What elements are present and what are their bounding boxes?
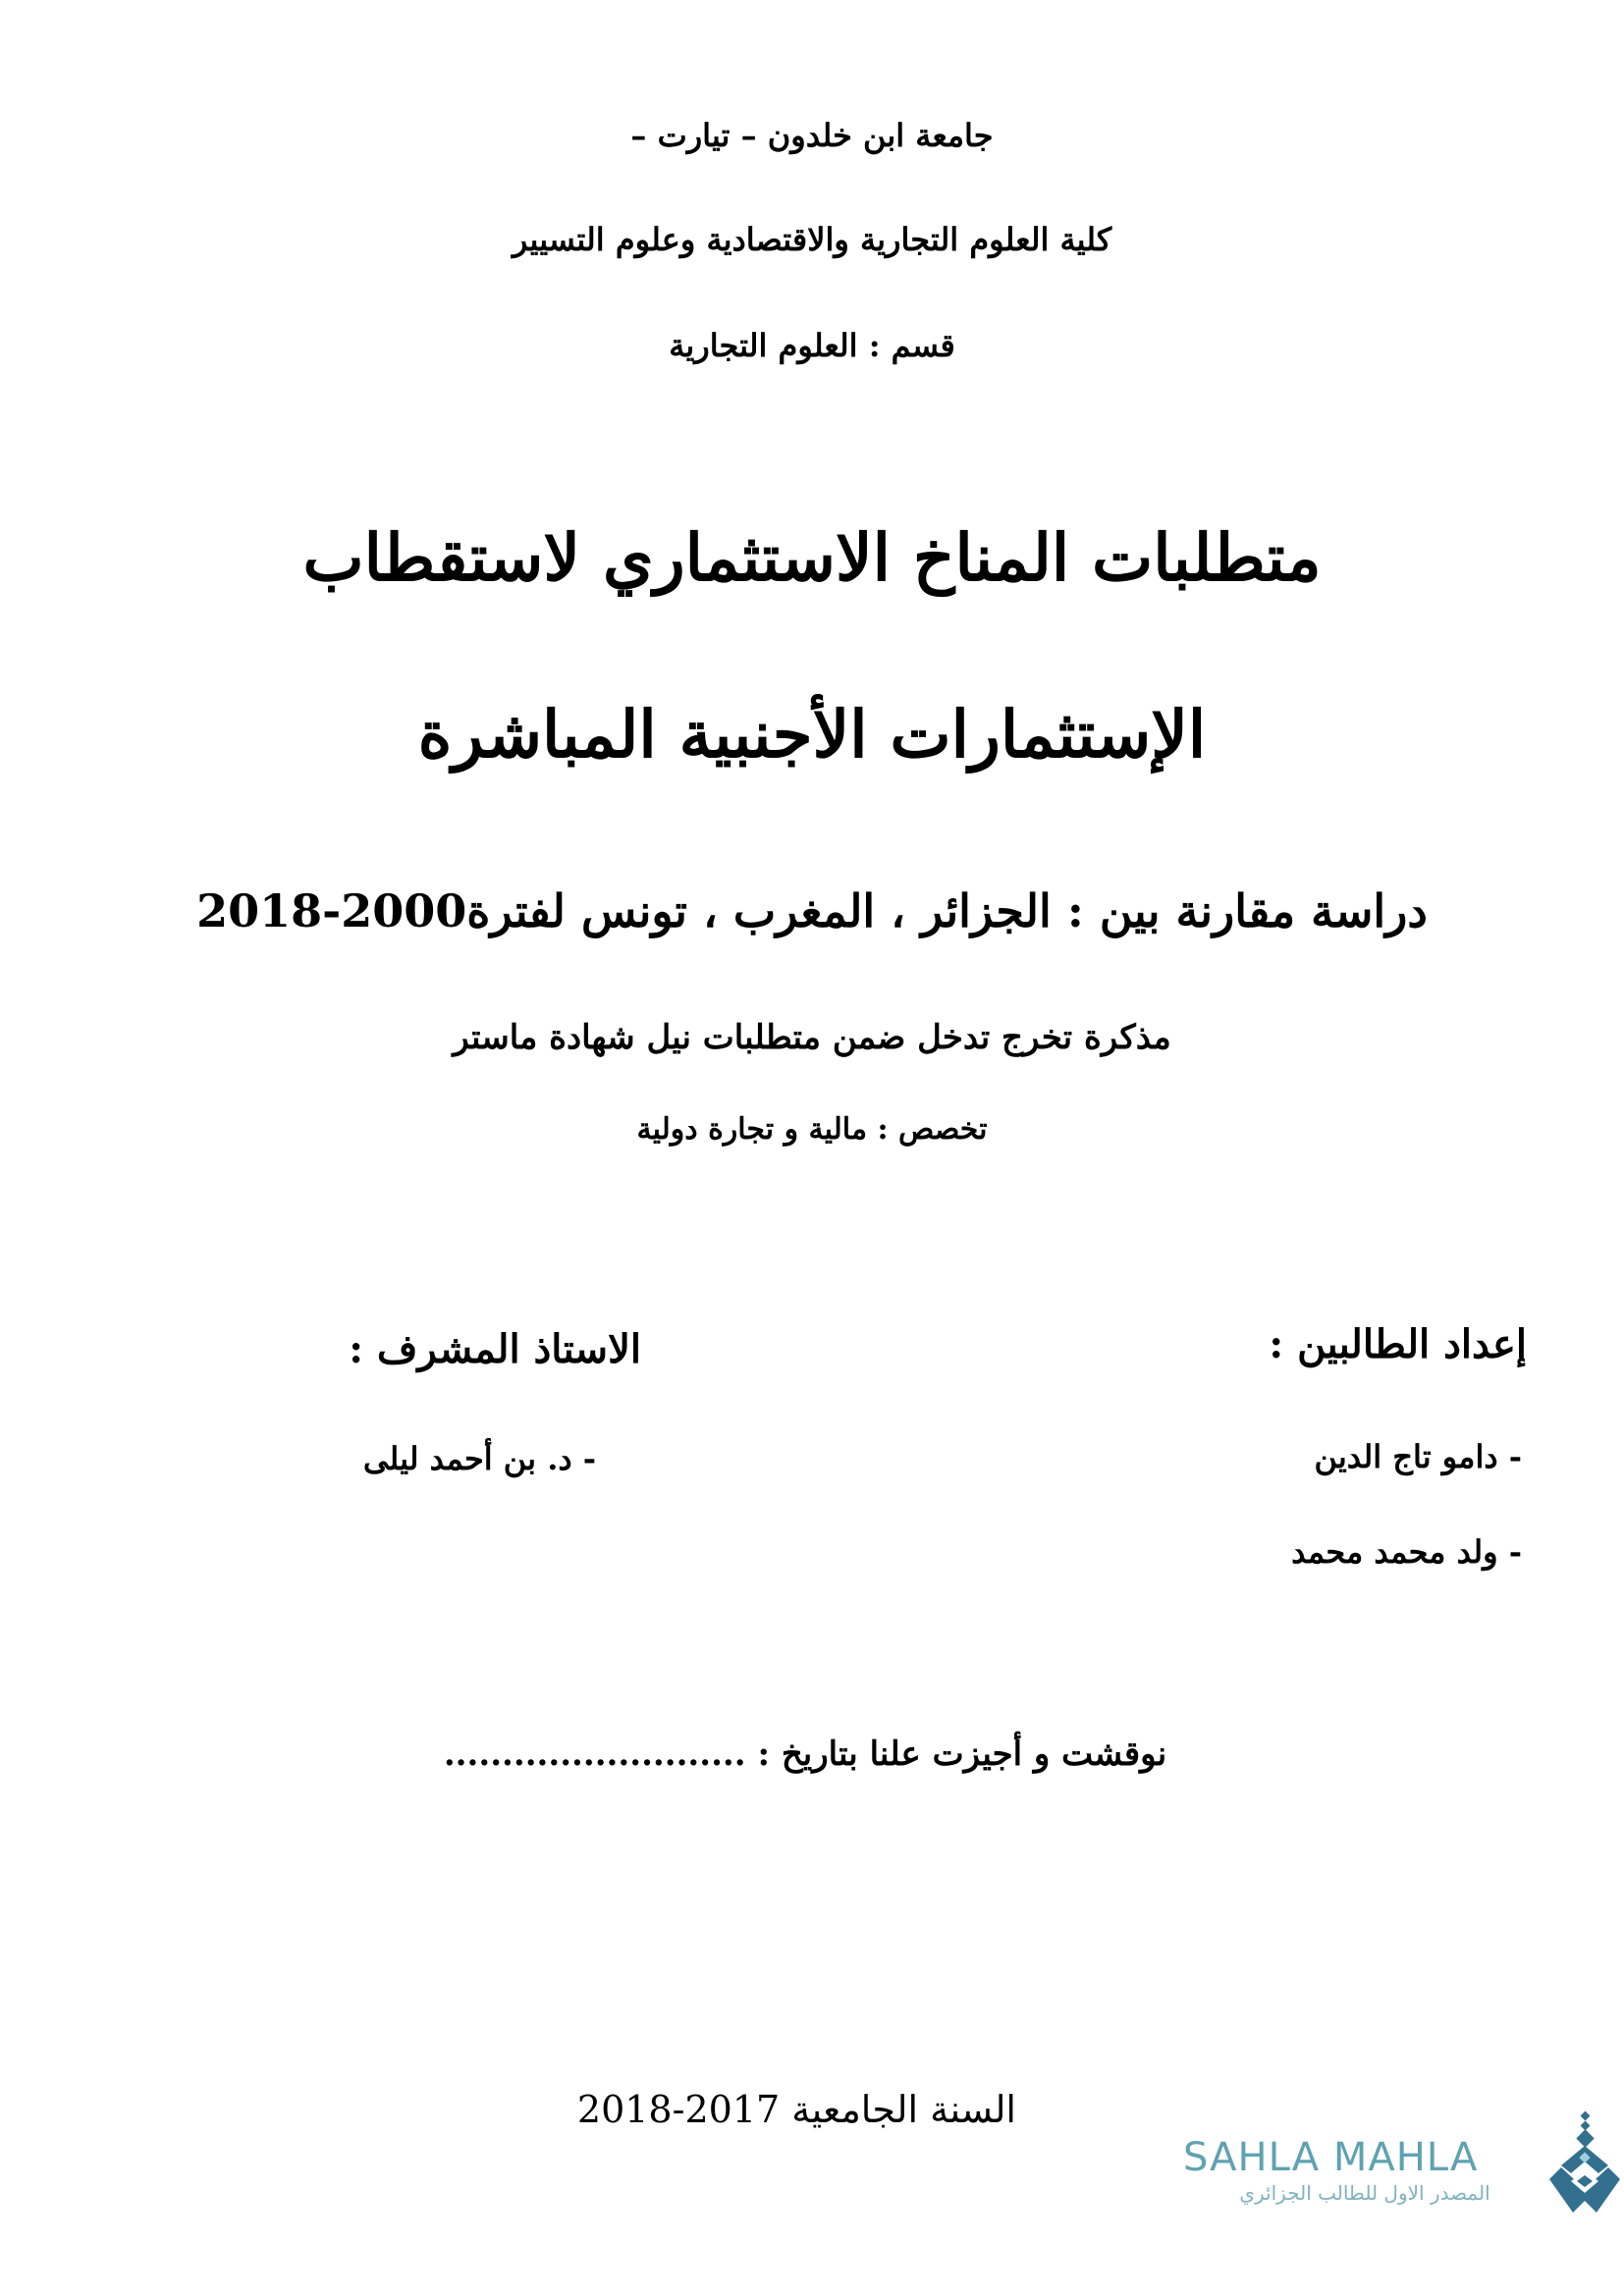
defense-date-line: نوقشت و أجيزت علنا بتاريخ : .......................... — [443, 1735, 1167, 1774]
department-name: قسم : العلوم التجارية — [669, 327, 955, 364]
thesis-title-line-2: الإستثمارات الأجنبية المباشرة — [417, 696, 1207, 773]
students-heading: إعداد الطالبين : — [1269, 1321, 1527, 1367]
thesis-subtitle: دراسة مقارنة بين : الجزائر ، المغرب ، تونس لفترة2000-2018 — [196, 884, 1428, 937]
student-name: - دامو تاج الدين — [1314, 1438, 1522, 1475]
faculty-name: كلية العلوم التجارية والاقتصادية وعلوم التسيير — [512, 221, 1112, 258]
memo-description: مذكرة تخرج تدخل ضمن متطلبات نيل شهادة ماستر — [453, 1018, 1171, 1057]
sahla-mahla-emblem-icon — [1549, 2110, 1624, 2215]
university-name: جامعة ابن خلدون – تيارت – — [630, 117, 994, 154]
student-name: - ولد محمد محمد — [1291, 1533, 1522, 1571]
thesis-title-line-1: متطلبات المناخ الاستثماري لاستقطاب — [302, 519, 1322, 596]
watermark-name: SAHLA MAHLA — [1183, 2135, 1479, 2180]
sahla-mahla-watermark — [1178, 2110, 1624, 2218]
supervisor-name: - د. بن أحمد ليلى — [362, 1440, 596, 1477]
watermark-tagline: المصدر الاول للطالب الجزائري — [1239, 2181, 1490, 2205]
academic-year: السنة الجامعية 2017-2018 — [576, 2088, 1016, 2131]
specialty: تخصص : مالية و تجارة دولية — [636, 1112, 988, 1147]
supervisor-heading: الاستاذ المشرف : — [349, 1326, 641, 1372]
